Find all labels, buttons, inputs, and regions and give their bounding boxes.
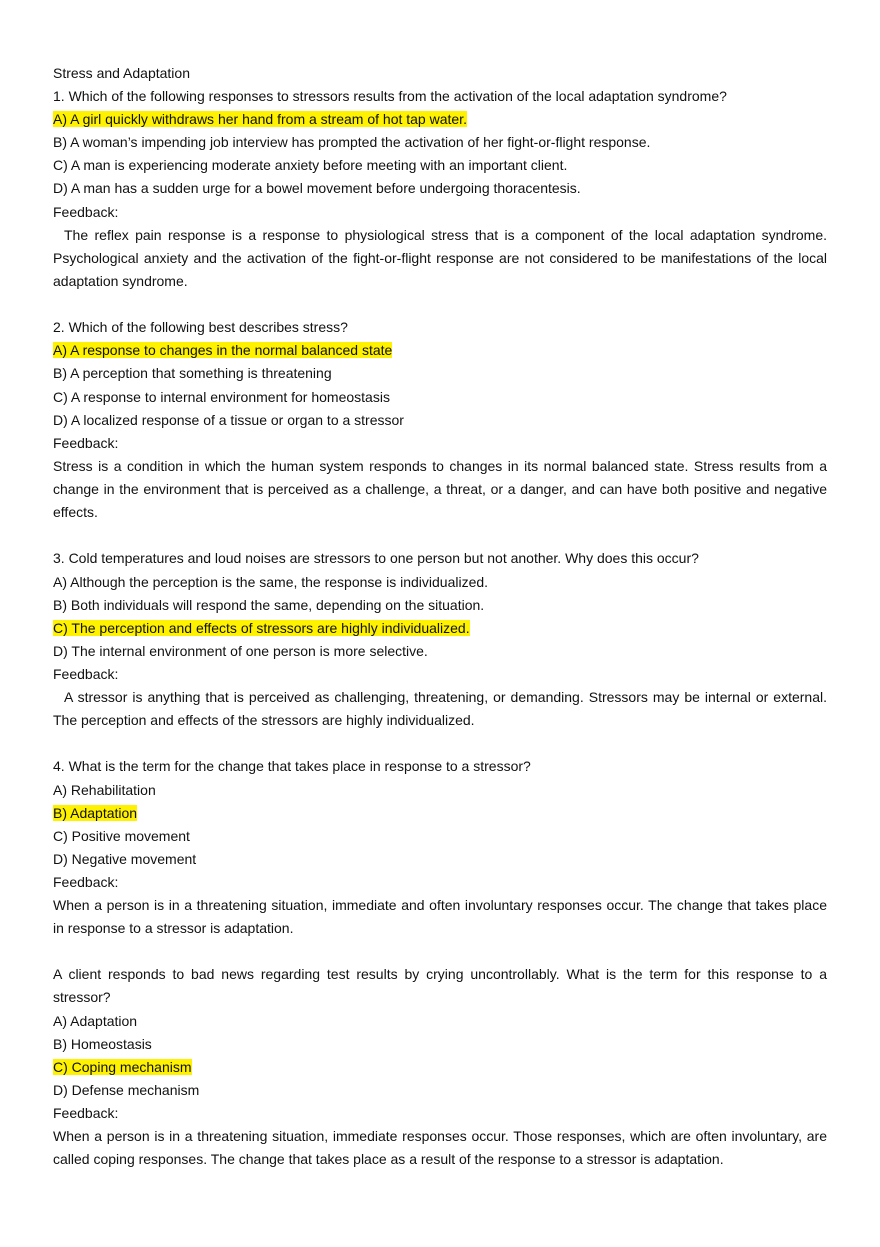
feedback-text: Stress is a condition in which the human system responds to changes in its normal balanced state. Stress results from a change in the environment that is perceived as a challenge, a threat, or a danger, and can have both positive and negative effects. — [53, 457, 827, 521]
option-d: D) The internal environment of one person is more selective. — [53, 642, 428, 659]
option-a — [53, 108, 827, 131]
option-d: D) A man has a sudden urge for a bowel movement before undergoing thoracentesis. — [53, 180, 581, 197]
document-title: Stress and Adaptation — [53, 65, 190, 81]
correct-answer-highlight: B) Adaptation — [53, 804, 138, 821]
question-text: 2. Which of the following best describes stress? — [53, 319, 348, 336]
spacer — [53, 293, 827, 316]
option-c: C) Positive movement — [53, 827, 190, 844]
option-b: B) A woman’s impending job interview has prompted the activation of her fight-or-flight response. — [53, 134, 651, 151]
option-d: D) Defense mechanism — [53, 1081, 200, 1098]
feedback-text: When a person is in a threatening situation, immediate and often involuntary responses occur. The change that takes place in response to a stressor is adaptation. — [53, 896, 827, 937]
question-text: A client responds to bad news regarding test results by crying uncontrollably. What is the term for this response to a stressor? — [53, 966, 827, 1006]
option-a: A) Rehabilitation — [53, 781, 156, 798]
option-c — [53, 617, 827, 640]
spacer — [53, 524, 827, 547]
question-text: 4. What is the term for the change that takes place in response to a stressor? — [53, 758, 531, 775]
question-text: 3. Cold temperatures and loud noises are stressors to one person but not another. Why does this occur? — [53, 550, 699, 567]
spacer — [53, 940, 827, 963]
question-1 — [53, 85, 827, 293]
question-2 — [53, 316, 827, 524]
option-a: A) Adaptation — [53, 1012, 138, 1029]
feedback-text: The reflex pain response is a response to physiological stress that is a component of the local adaptation syndrome. Psychological anxiety and the activation of the fight-or-flight response are not considered to be manifestations of the local adaptation syndrome. — [53, 226, 827, 290]
option-b: B) A perception that something is threatening — [53, 365, 332, 382]
correct-answer-highlight: A) A girl quickly withdraws her hand from a stream of hot tap water. — [53, 111, 467, 128]
feedback-label: Feedback: — [53, 203, 119, 220]
question-5 — [53, 963, 827, 1171]
correct-answer-highlight: C) The perception and effects of stressors are highly individualized. — [53, 619, 470, 636]
option-c: C) A response to internal environment for homeostasis — [53, 388, 390, 405]
question-3 — [53, 547, 827, 732]
spacer — [53, 732, 827, 755]
feedback-text: A stressor is anything that is perceived as challenging, threatening, or demanding. Stressors may be internal or external. The perception and effects of the stressors are highly individualized. — [53, 689, 827, 729]
option-c — [53, 1056, 827, 1079]
correct-answer-highlight: C) Coping mechanism — [53, 1058, 192, 1075]
option-b — [53, 802, 827, 825]
option-d: D) Negative movement — [53, 850, 197, 867]
option-b: B) Homeostasis — [53, 1035, 152, 1052]
question-text: 1. Which of the following responses to stressors results from the activation of the local adaptation syndrome? — [53, 88, 727, 105]
feedback-text: When a person is in a threatening situation, immediate responses occur. Those responses, which are often involuntary, are called coping responses. The change that takes place as a result of the response to a stressor is adaptation. — [53, 1128, 827, 1168]
option-a: A) Although the perception is the same, the response is individualized. — [53, 573, 489, 590]
question-4 — [53, 755, 827, 940]
correct-answer-highlight: A) A response to changes in the normal balanced state — [53, 342, 393, 359]
option-d: D) A localized response of a tissue or organ to a stressor — [53, 411, 404, 428]
feedback-label: Feedback: — [53, 1104, 119, 1121]
option-c: C) A man is experiencing moderate anxiety before meeting with an important client. — [53, 157, 568, 174]
option-a — [53, 339, 827, 362]
feedback-label: Feedback: — [53, 665, 119, 682]
option-b: B) Both individuals will respond the same, depending on the situation. — [53, 596, 485, 613]
feedback-label: Feedback: — [53, 434, 119, 451]
feedback-label: Feedback: — [53, 873, 119, 890]
